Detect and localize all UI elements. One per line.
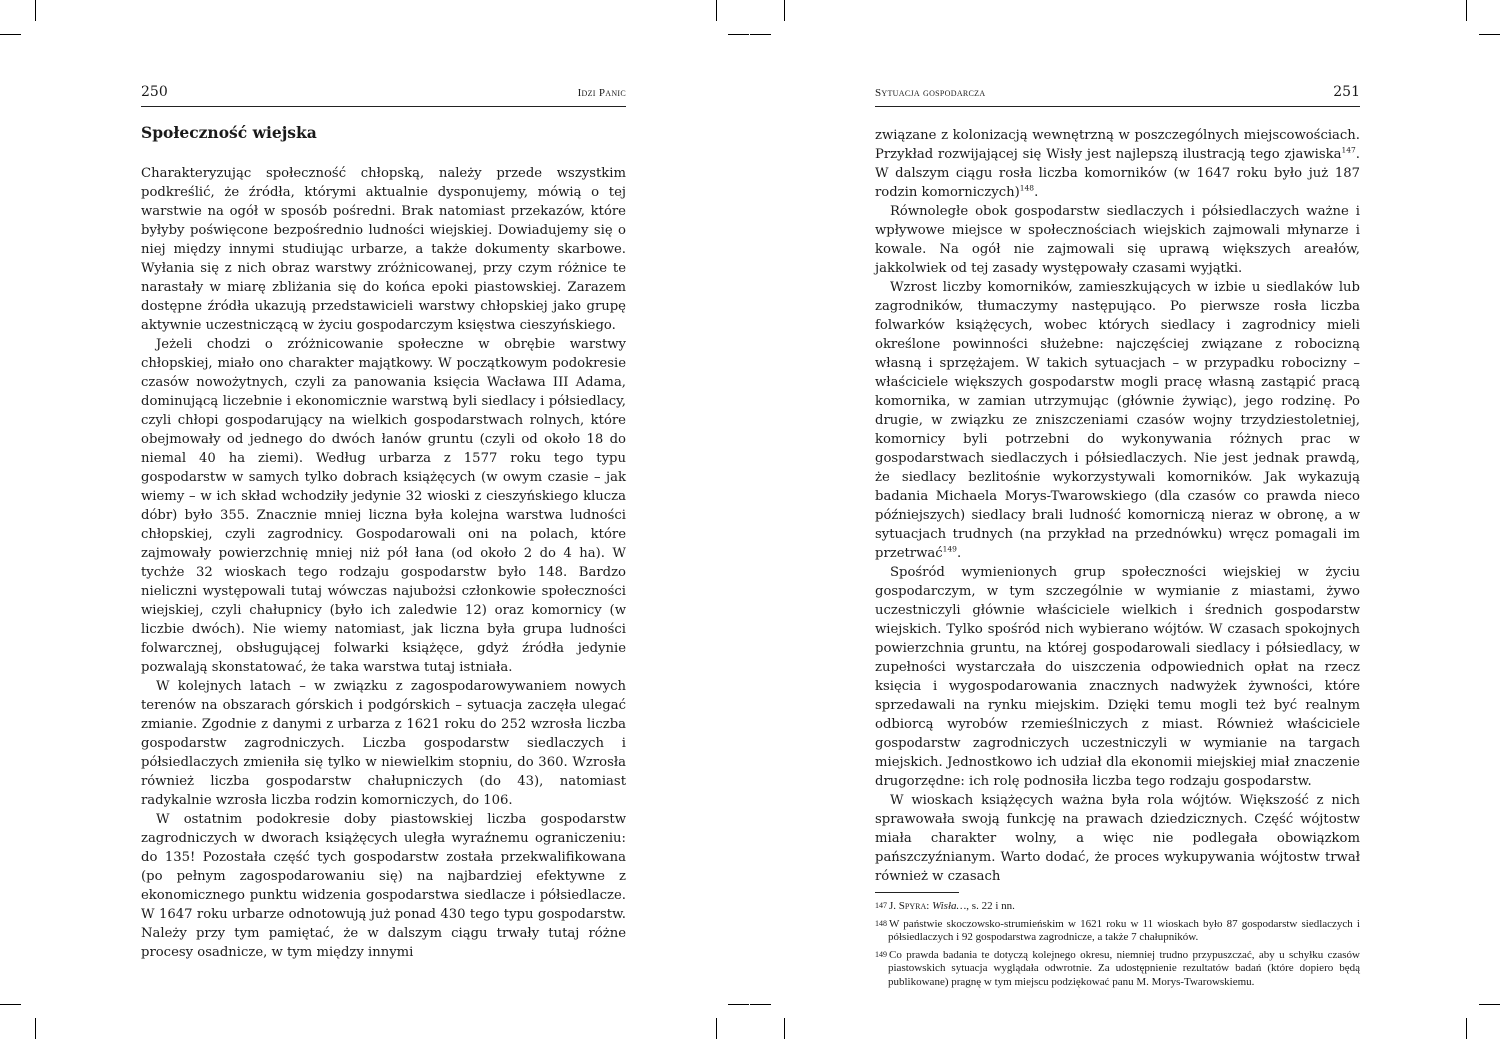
paragraph: Spośród wymienionych grup społeczności wiejskiej w życiu gospodarczym, w tym szczególnie w wymianie z miastami, żywo uczestniczyli głównie właściciele wielkich i średnich gospodarstw wiejskich. Tylko spośród nich wybierano wójtów. W czasach spokojnych powierzchnia gruntu, na której gospodarowali siedlacy i półsiedlacy, w zupełności wystarczała do uiszczenia odpowiednich opłat na rzecz księcia i wygospodarowania znacznych nadwyżek żywności, które sprzedawali na rynku miejskim. Dzięki temu mogli też być realnym odbiorcą wyrobów rzemieślniczych z miast. Również właściciele gospodarstw zagrodniczych uczestniczyli w wymianie na targach miejskich. Jednostkowo ich udział dla ekonomii miejskiej miał znaczenie drugorzędne: ich rolę podnosiła liczba tego rodzaju gospodarstw. [875, 565, 1360, 789]
crop-mark [0, 34, 21, 35]
paragraph: Jeżeli chodzi o zróżnicowanie społeczne w obrębie warstwy chłopskiej, miało ono charakter majątkowy. W początkowym podokresie czasów nowożytnych, czyli za panowania księcia Wacława III Adama, dominującą liczebnie i ekonomicznie warstwą byli siedlacy i półsiedlacy, czyli chłopi gospodarujący na wielkich gospodarstwach rolnych, które obejmowały od jednego do dwóch łanów gruntu (czyli od około 18 do niemal 40 ha ziemi). Według urbarza z 1577 roku tego typu gospodarstw w samych tylko dobrach książęcych (w owym czasie – jak wiemy – w ich skład wchodziły jedynie 32 wioski z cieszyńskiego klucza dóbr) było 355. Znacznie mniej liczna była kolejna warstwa ludności chłopskiej, czyli zagrodnicy. Gospodarowali oni na polach, które zajmowały powierzchnię mniej niż pół łana (od około 2 do 4 ha). W tychże 32 wioskach tego rodzaju gospodarstw było 148. Bardzo nieliczni występowali tutaj wówczas najubożsi członkowie społeczności wiejskiej, czyli chałupnicy (było ich zaledwie 12) oraz komornicy (w liczbie dwóch). Nie wiemy natomiast, jak liczna była grupa ludności folwarcznej, obsługującej folwarki książęce, gdyż źródła jedynie pozwalają skonstatować, że taka warstwa tutaj istniała. [141, 337, 626, 675]
footnote [875, 917, 1360, 945]
paragraph: W wioskach książęcych ważna była rola wójtów. Większość z nich sprawowała swoją funkcję na prawach dziedzicznych. Część wójtostw miała charakter wolny, a więc nie podlegała obowiązkom pańszczyźnianym. Warto dodać, że proces wykupywania wójtostw trwał również w czasach [875, 793, 1360, 884]
crop-mark [1466, 1018, 1467, 1039]
paragraph [875, 278, 1360, 563]
paragraph-text: . W dalszym ciągu rosła liczba komorników (w 1647 roku było już 187 rodzin komorniczych) [875, 147, 1360, 200]
crop-mark [728, 1004, 749, 1005]
paragraph-text: Wzrost liczby komorników, zamieszkujących w izbie u siedlaków lub zagrodników, tłumaczymy następująco. Po pierwsze rosła liczba folwarków książęcych, wobec których siedlacy i zagrodnicy mieli określone powinności służebne: najczęściej związane z robocizną własną i sprzężajem. W takich sytuacjach – w przypadku robocizny – właściciele większych gospodarstw mogli pracę własną zastąpić pracą komornika, w zamian utrzymując (głównie żywiąc), jego rodzinę. Po drugie, w związku ze zniszczeniami czasów wojny trzydziestoletniej, komornicy byli potrzebni do wykonywania różnych prac w gospodarstwach siedlaczych i półsiedlaczych. Nie jest jednak prawdą, że siedlacy bezlitośnie wykorzystywali komorników. Jak wykazują badania Michaela Morys-Twarowskiego (dla czasów co prawda nieco późniejszych) siedlacy brali ludność komorniczą nieraz w obronę, a w sytuacjach trudnych (na przykład na przednówku) wręcz pomagali im przetrwać [875, 280, 1360, 561]
footnote-text: Co prawda badania te dotyczą kolejnego okresu, niemniej trudno przypuszczać, aby u schyłku czasów piastowskich sytuacja wyglądała odwrotnie. Za udostępnienie rezultatów badań (które dopiero będą publikowane) pragnę w tym miejscu podziękować panu M. Morys-Twarowskiemu. [888, 948, 1360, 988]
footnote-ref[interactable]: 147 [1341, 145, 1356, 155]
crop-mark [1466, 0, 1467, 21]
paragraph-text: związane z kolonizacją wewnętrzną w poszczególnych miejscowościach. Przykład rozwijającej się Wisły jest najlepszą ilustracją tego zjawiska [875, 128, 1360, 162]
paragraph [875, 126, 1360, 202]
footnote-ref[interactable]: 149 [942, 544, 957, 554]
footnote-divider [875, 892, 959, 893]
crop-mark [784, 1018, 785, 1039]
running-head-author: Idzi Panic [577, 87, 626, 99]
footnote-text: J. [889, 900, 899, 912]
crop-mark [750, 34, 771, 35]
footnote-number: 149 [875, 949, 887, 959]
footnote-text: W państwie skoczowsko-strumieńskim w 1621 roku w 11 wioskach było 87 gospodarstw siedlaczych i półsiedlaczych i 92 gospodarstwa zagrodnicze, a także 7 chałupników. [888, 917, 1360, 944]
page-number: 251 [1333, 84, 1360, 100]
section-heading: Społeczność wiejska [141, 123, 317, 142]
left-page [141, 84, 626, 962]
footnote [875, 948, 1360, 990]
footnote-title: Wisła… [932, 900, 967, 912]
paragraph-text: . [956, 546, 962, 561]
paragraph: Charakteryzując społeczność chłopską, należy przede wszystkim podkreślić, że źródła, którymi aktualnie dysponujemy, mówią o tej warstwie na ogół w sposób pośredni. Brak natomiast przekazów, które byłyby poświęcone bezpośrednio ludności wiejskiej. Dowiadujemy się o niej między innymi studiując urbarze, a także dokumenty skarbowe. Wyłania się z nich obraz warstwy zróżnicowanej, przy czym różnice te narastały w miarę zbliżania się do końca epoki piastowskiej. Zarazem dostępne źródła ukazują przedstawicieli warstwy chłopskiej jako grupę aktywnie uczestniczącą w życiu gospodarczym księstwa cieszyńskiego. [141, 166, 626, 333]
crop-mark [35, 1018, 36, 1039]
footnote-number: 147 [875, 901, 887, 910]
paragraph: W kolejnych latach – w związku z zagospodarowywaniem nowych terenów na obszarach górskich i podgórskich – sytuacja zaczęła ulegać zmianie. Zgodnie z danymi z urbarza z 1621 roku do 252 wzrosła liczba gospodarstw zagrodniczych. Liczba gospodarstw siedlaczych i półsiedlaczych zmieniła się tylko w niewielkim stopniu, do 360. Wzrosła również liczba gospodarstw chałupniczych (do 43), natomiast radykalnie wzrosła liczba rodzin komorniczych, do 106. [141, 679, 626, 808]
crop-mark [1479, 1004, 1500, 1005]
right-page [875, 84, 1360, 993]
crop-mark [784, 0, 785, 21]
crop-mark [750, 1004, 771, 1005]
running-head [141, 84, 626, 107]
body-text [141, 164, 626, 962]
crop-mark [1479, 34, 1500, 35]
running-head-chapter: Sytuacja gospodarcza [875, 87, 986, 99]
footnote-ref[interactable]: 148 [1019, 183, 1035, 193]
crop-mark [716, 1018, 717, 1039]
footnotes [875, 899, 1360, 990]
running-head [875, 84, 1360, 107]
footnote-author: Spyra [898, 900, 927, 912]
footnote-number: 148 [875, 918, 887, 928]
crop-mark [716, 0, 717, 21]
page-number: 250 [141, 84, 168, 100]
footnote-text: , s. 22 i nn. [966, 900, 1015, 912]
crop-mark [0, 1004, 21, 1005]
crop-mark [35, 0, 36, 21]
paragraph: Równoległe obok gospodarstw siedlaczych i półsiedlaczych ważne i wpływowe miejsce w społecznościach wiejskich zajmowali młynarze i kowale. Na ogół nie zajmowali się uprawą większych areałów, jakkolwiek od tej zasady występowały czasami wyjątki. [875, 204, 1360, 276]
body-text [875, 126, 1360, 886]
crop-mark [728, 34, 749, 35]
footnote [875, 899, 1360, 914]
paragraph: W ostatnim podokresie doby piastowskiej liczba gospodarstw zagrodniczych w dworach książęcych uległa wyraźnemu ograniczeniu: do 135! Pozostała część tych gospodarstw została przekwalifikowana (po pełnym zagospodarowaniu się) na najbardziej efektywne z ekonomicznego punktu widzenia gospodarstwa siedlacze i półsiedlacze. W 1647 roku urbarze odnotowują już ponad 430 tego typu gospodarstw. Należy przy tym pamiętać, że w dalszym ciągu trwały tutaj różne procesy osadnicze, w tym między innymi [141, 812, 626, 960]
paragraph-text: . [1034, 185, 1039, 200]
footnote-text: : [926, 900, 933, 912]
